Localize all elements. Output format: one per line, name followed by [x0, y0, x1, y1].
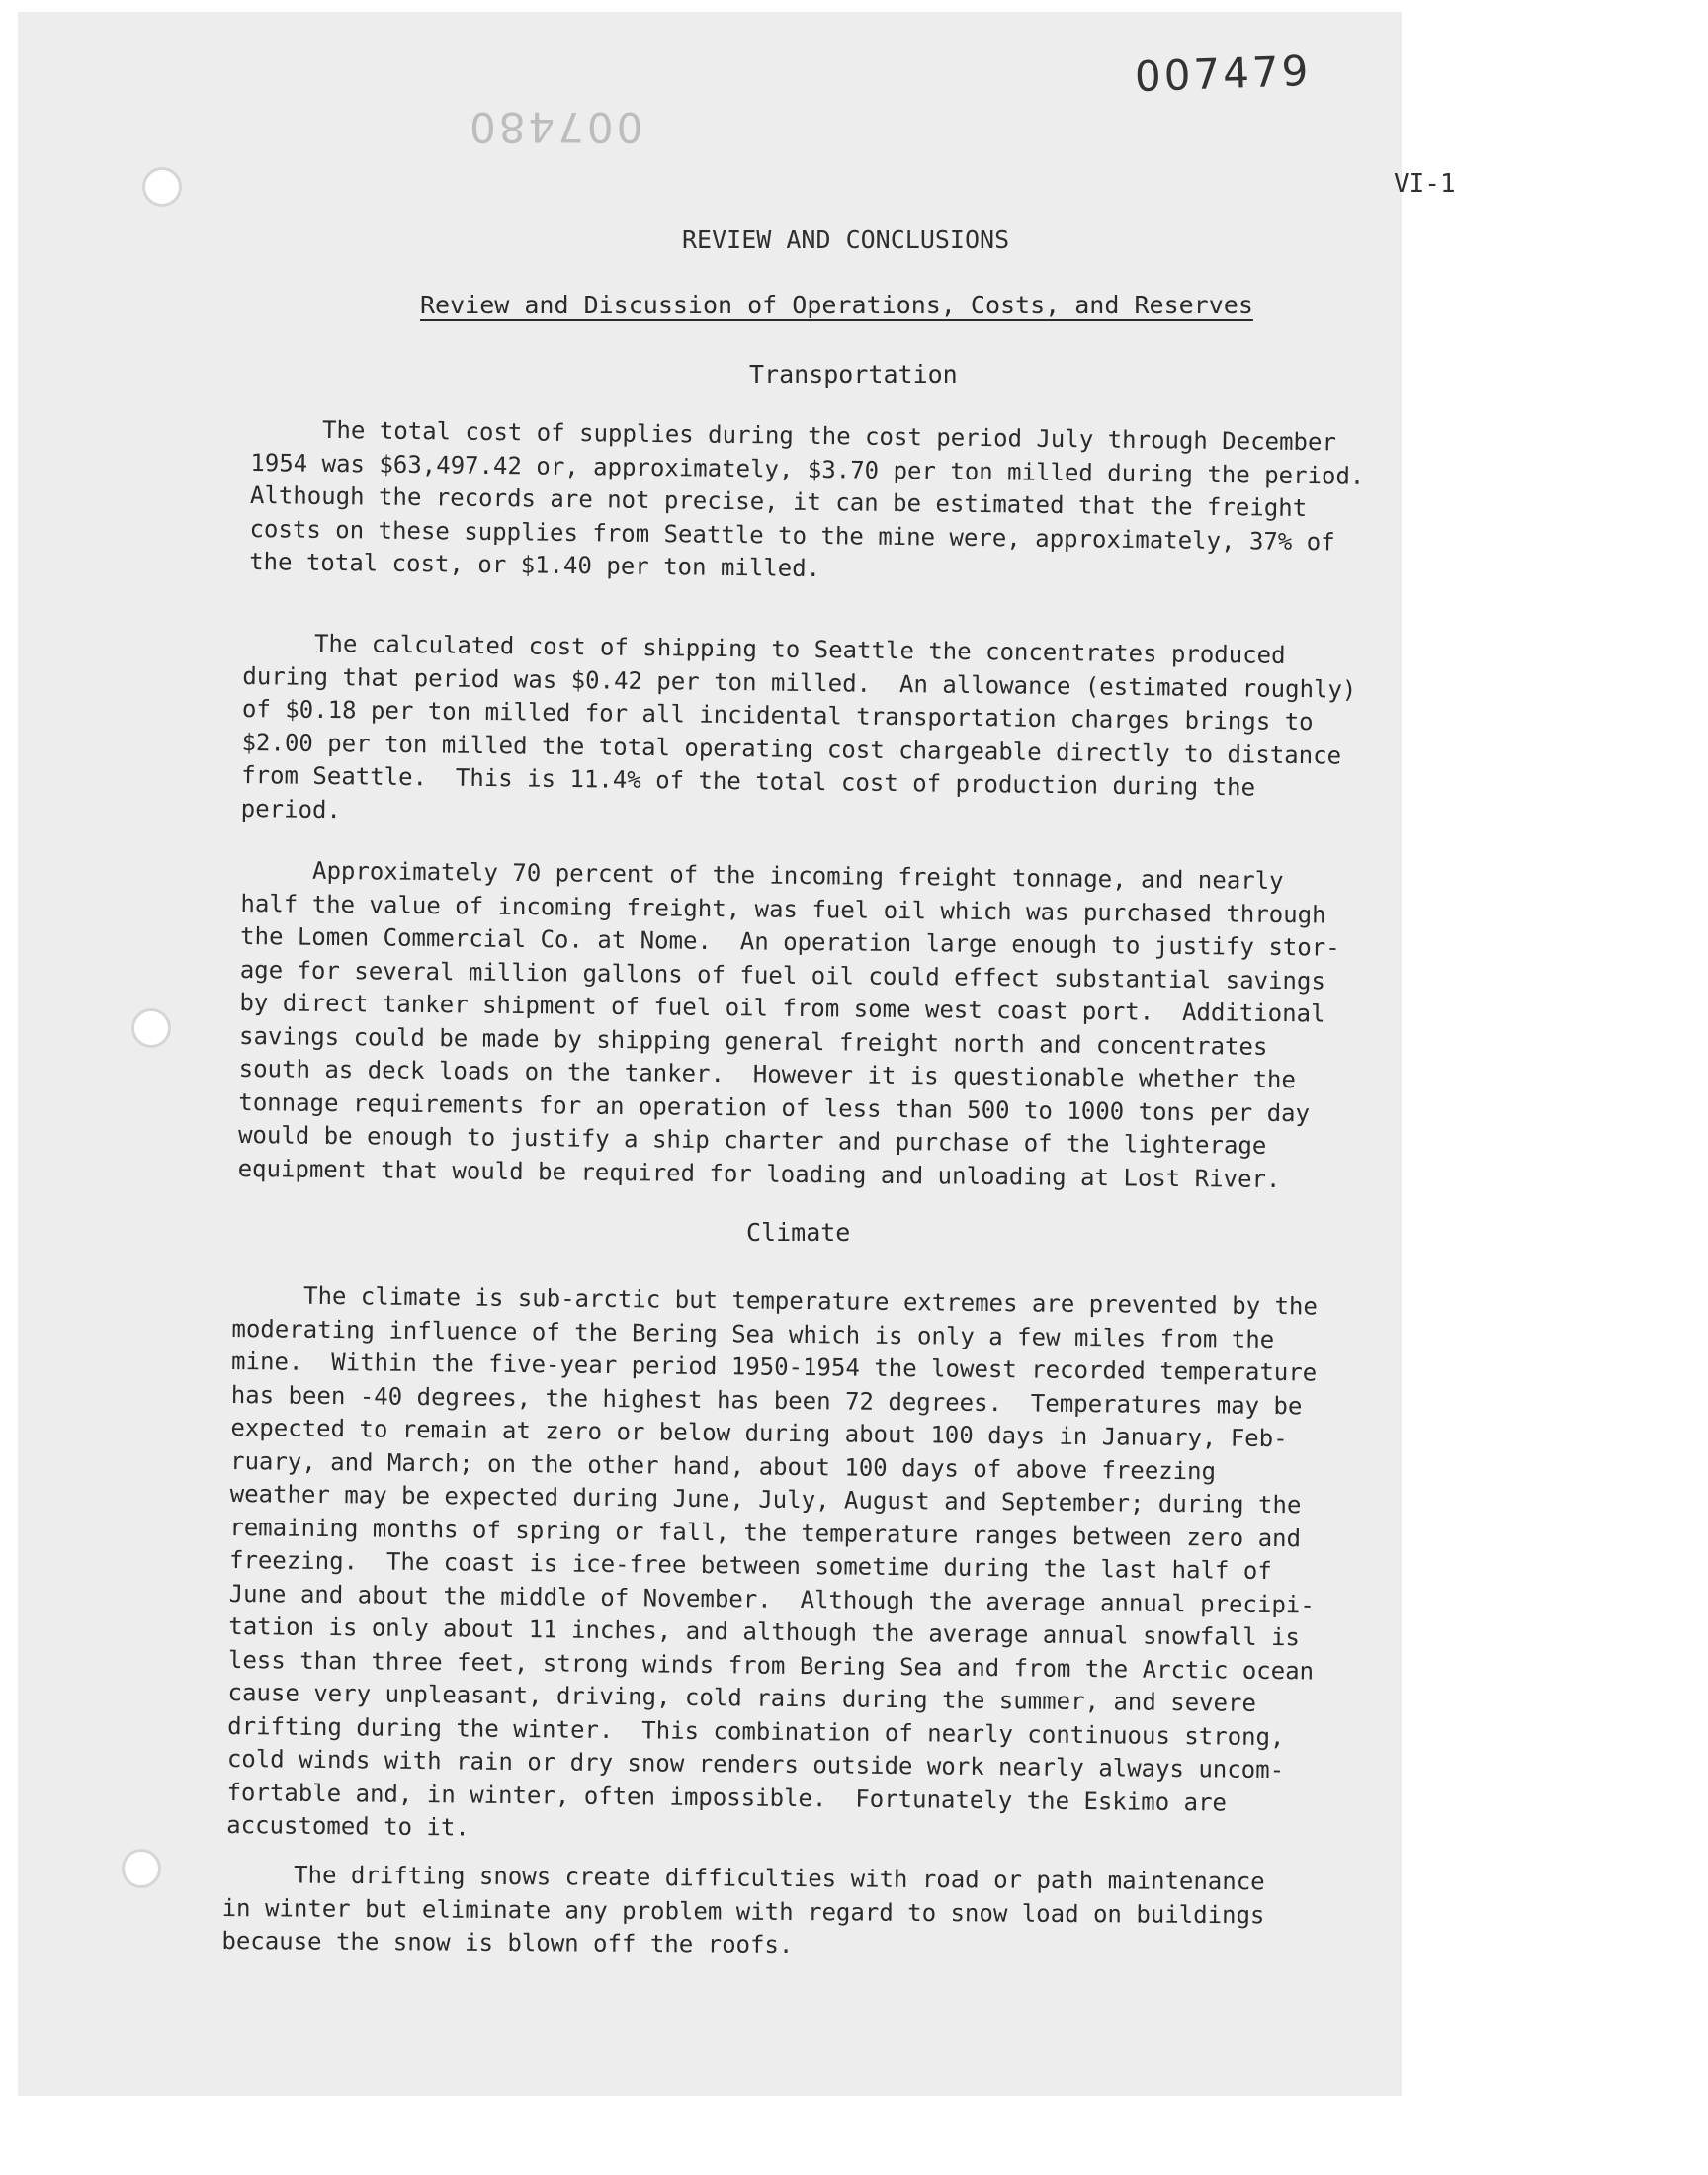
paragraph-climate: The climate is sub-arctic but temperature extremes are prevented by the moderating influence of the Bering Sea which is only a few miles from the mine. Within the five-year period 1950-1954 the lowest recorded temperature has been -40 degrees, the highest has been 72 degrees. Temperatures may be expected to remain at zero or below during about 100 days in January, Feb- ruary, and March; on the other hand, about 100 days of above freezing weather may be expected during June, July, August and September; during the remaining months of spring or fall, the temperature ranges between zero and freezing. The coast is ice-free between sometime during the last half of June and about the middle of November. Although the average annual precipi- tation is only about 11 inches, and although the average annual snowfall is less than three feet, strong winds from Bering Sea and from the Arctic ocean cause very unpleasant, driving, cold rains during the summer, and severe drifting during the winter. This combination of nearly continuous strong, cold winds with rain or dry snow renders outside work nearly always uncom- fortable and, in winter, often impossible. Fortunately the Eskimo are accustomed to it. [226, 1280, 1319, 1842]
paragraph-drifting-snows: The drifting snows create difficulties with road or path maintenance in winter but eliminate any problem with regard to snow load on buildings because the snow is blown off the roofs. [221, 1861, 1265, 1959]
page-title: REVIEW AND CONCLUSIONS [682, 225, 1010, 254]
punch-hole [122, 1849, 161, 1888]
punch-hole [142, 167, 182, 207]
paragraph-fuel-oil: Approximately 70 percent of the incoming freight tonnage, and nearly half the value of incoming freight, was fuel oil which was purchased through the Lomen Commercial Co. at Nome. An operation large enough to justify stor- age for several million gallons of fuel oil could effect substantial savings by direct tanker shipment of fuel oil from some west coast port. Additional savings could be made by shipping general freight north and concentrates south as deck loads on the tanker. However it is questionable whether the tonnage requirements for an operation of less than 500 to 1000 tons per day would be enough to justify a ship charter and purchase of the lighterage equipment that would be required for loading and unloading at Lost River. [237, 855, 1340, 1193]
section-title-climate: Climate [746, 1218, 851, 1247]
section-subheading: Review and Discussion of Operations, Costs, and Reserves [420, 291, 1253, 319]
paragraph-supplies-cost: The total cost of supplies during the cost period July through December 1954 was $63,497.42 or, approximately, $3.70 per ton milled during the period. Although the records are not precise, it can be estimated that the freight costs on these supplies from Seattle to the mine were, approximately, 37% of the total cost, or $1.40 per ton milled. [248, 414, 1365, 583]
section-title-transportation: Transportation [749, 360, 958, 389]
paragraph-shipping-cost: The calculated cost of shipping to Seattle the concentrates produced during that period was $0.42 per ton milled. An allowance (estimated roughly) of $0.18 per ton milled for all incidental transportation charges brings to $2.00 per ton milled the total operating cost chargeable directly to distance from Seattle. This is 11.4% of the total cost of production during the period. [240, 628, 1357, 824]
handwritten-document-number: 007479 [1134, 45, 1313, 102]
bleed-through-number: 007480 [467, 103, 643, 151]
punch-hole [131, 1008, 171, 1048]
page-number: VI-1 [1394, 169, 1456, 199]
